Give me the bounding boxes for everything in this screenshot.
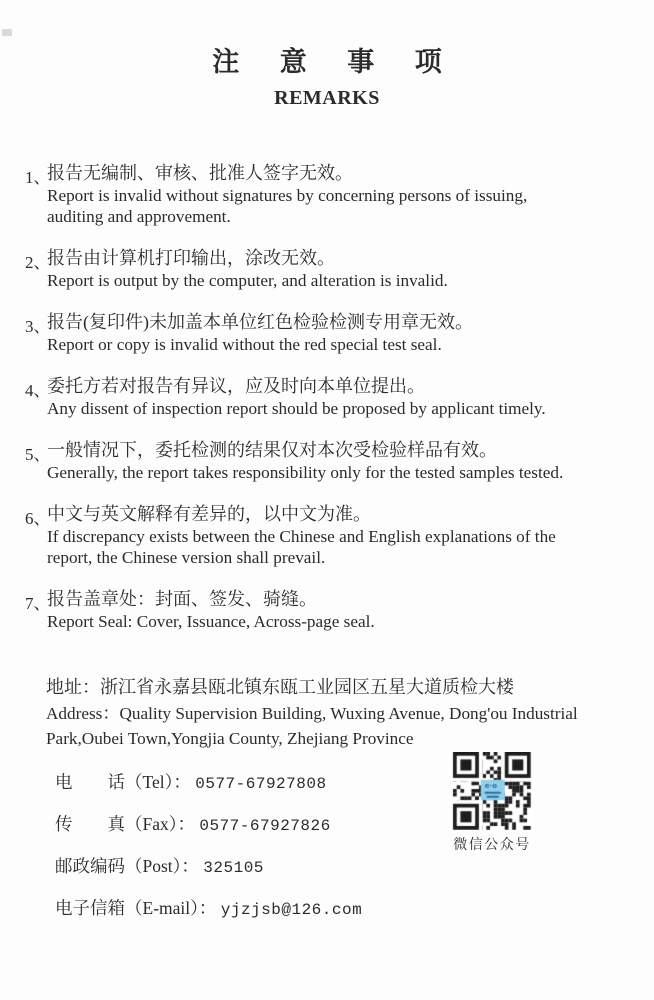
remark-item-2 xyxy=(25,247,624,291)
wechat-qr-caption: 微信公众号 xyxy=(453,838,531,853)
remark-number: 7、 xyxy=(25,594,51,614)
remark-item-1 xyxy=(25,162,624,227)
remark-english-line: Report is output by the computer, and alteration is invalid. xyxy=(47,271,448,291)
remark-number: 3、 xyxy=(25,317,51,337)
remark-chinese: 报告(复印件)未加盖本单位红色检验检测专用章无效。 xyxy=(47,312,473,333)
fax-label: 传 真（Fax）： xyxy=(55,814,200,835)
remark-chinese: 委托方若对报告有异议，应及时向本单位提出。 xyxy=(47,376,425,397)
remark-number: 1、 xyxy=(25,168,51,188)
tel-value: 0577-67927808 xyxy=(195,775,327,794)
remarks-list xyxy=(0,162,654,632)
contact-row-tel xyxy=(55,773,654,794)
post-label: 邮政编码（Post）： xyxy=(55,856,204,877)
fax-value: 0577-67927826 xyxy=(199,817,331,836)
remark-chinese: 报告无编制、审核、批准人签字无效。 xyxy=(47,163,353,184)
scan-artifact xyxy=(2,29,12,36)
wechat-qr-block xyxy=(450,752,534,854)
remark-chinese: 一般情况下，委托检测的结果仅对本次受检验样品有效。 xyxy=(47,440,497,461)
remark-english-line: auditing and approvement. xyxy=(47,207,231,227)
remark-item-3 xyxy=(25,311,624,355)
contact-block xyxy=(0,773,654,920)
contact-row-email xyxy=(55,899,654,920)
remark-chinese: 报告盖章处：封面、签发、骑缝。 xyxy=(47,589,317,610)
address-chinese: 地址：浙江省永嘉县瓯北镇东瓯工业园区五星大道质检大楼 xyxy=(46,677,514,698)
email-label: 电子信箱（E-mail）： xyxy=(55,898,221,919)
page-title-chinese: 注意事项 xyxy=(212,47,483,77)
remark-english-line: If discrepancy exists between the Chinese and English explanations of the xyxy=(47,527,556,547)
remark-item-4 xyxy=(25,375,624,419)
remark-number: 5、 xyxy=(25,445,51,465)
remark-english-line: Report is invalid without signatures by concerning persons of issuing, xyxy=(47,186,528,206)
contact-row-fax xyxy=(55,815,654,836)
email-value: yjzjsb@126.com xyxy=(220,901,363,920)
remark-english-line: Any dissent of inspection report should be proposed by applicant timely. xyxy=(47,399,546,419)
remark-number: 4、 xyxy=(25,381,51,401)
remark-chinese: 中文与英文解释有差异的，以中文为准。 xyxy=(47,504,371,525)
remark-number: 2、 xyxy=(25,253,51,273)
remark-chinese: 报告由计算机打印输出，涂改无效。 xyxy=(47,248,335,269)
remark-item-7 xyxy=(25,588,624,632)
address-english-line: Park,Oubei Town,Yongjia County, Zhejiang Province xyxy=(46,729,414,749)
post-value: 325105 xyxy=(203,859,264,878)
tel-label: 电 话（Tel）： xyxy=(55,772,196,793)
remark-number: 6、 xyxy=(25,509,51,529)
page-title-english: REMARKS xyxy=(274,87,380,110)
wechat-qr-code-icon xyxy=(451,752,533,830)
remark-english-line: Report or copy is invalid without the red special test seal. xyxy=(47,335,442,355)
remark-english-line: report, the Chinese version shall prevail. xyxy=(47,548,326,568)
remark-english-line: Generally, the report takes responsibility only for the tested samples tested. xyxy=(47,463,564,483)
address-block xyxy=(0,674,654,751)
address-english-line: Address：Quality Supervision Building, Wuxing Avenue, Dong'ou Industrial xyxy=(46,704,578,724)
remark-item-6 xyxy=(25,503,624,568)
remark-item-5 xyxy=(25,439,624,483)
contact-row-post xyxy=(55,857,654,878)
remark-english-line: Report Seal: Cover, Issuance, Across-page seal. xyxy=(47,612,375,632)
